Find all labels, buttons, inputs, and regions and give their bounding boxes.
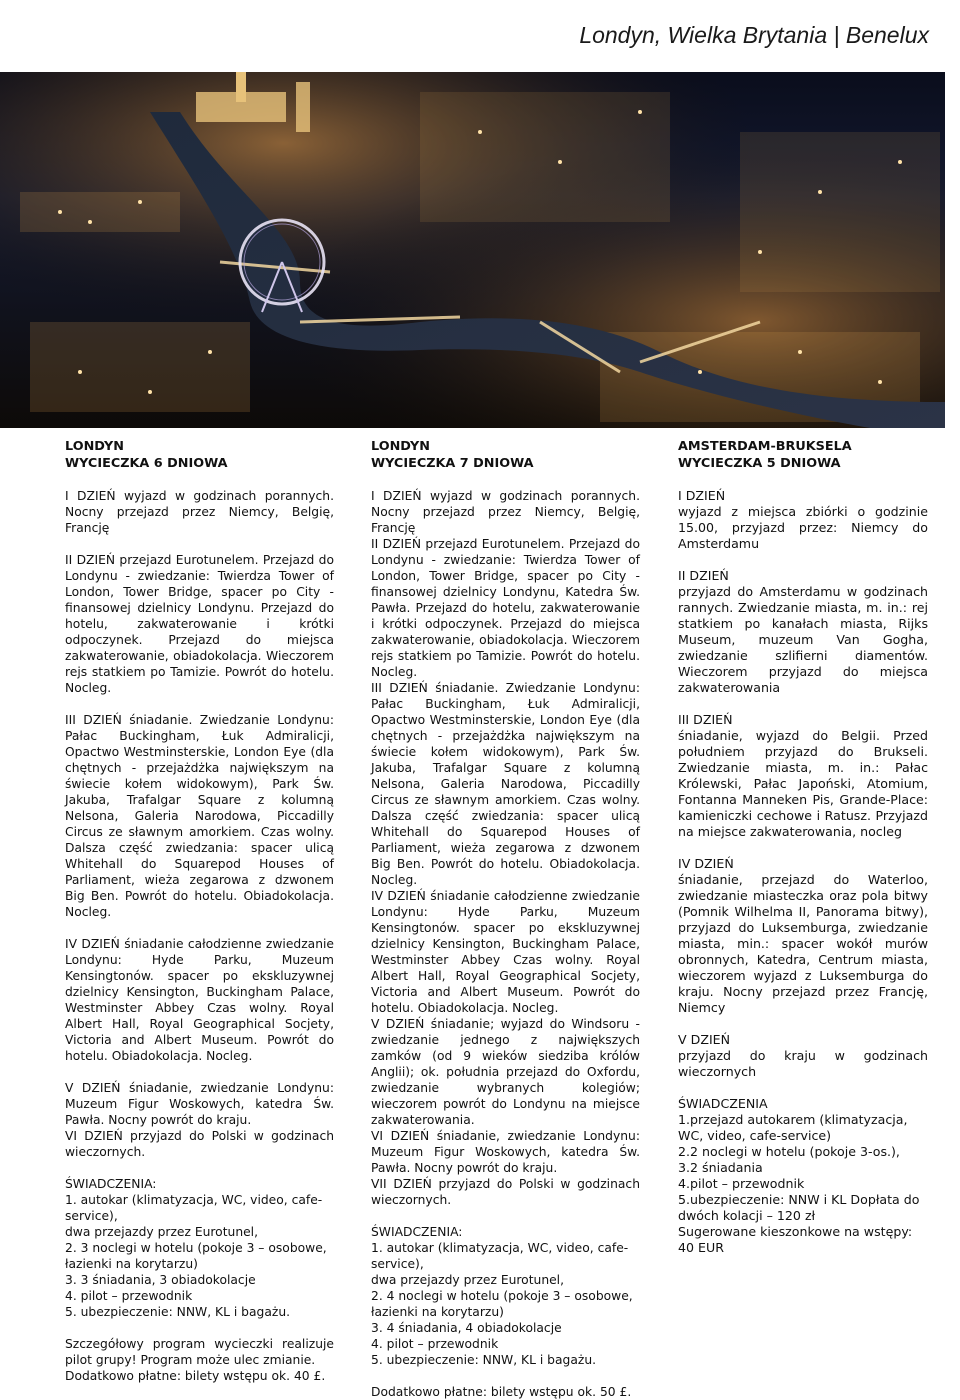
benefits-title: ŚWIADCZENIA: [65,1177,157,1191]
london-night-photo [0,72,945,428]
day-3-text: śniadanie, wyjazd do Belgii. Przed południem przyjazd do Brukseli. Zwiedzanie miasta, m. in.: Pałac Królewski, Pałac Japoński, Atomium, Fontanna Manneken Pis, Grande-Place: kamieniczki cechowe i Ratusz. Przyjazd na miejsce zakwaterowania, nocleg [678,728,928,839]
day-2-text: II DZIEŃ przejazd Eurotunelem. Przejazd do Londynu - zwiedzanie: Twierdza Tower of London, Tower Bridge, spacer po City - finansowej dzielnicy Londynu. Przejazd do hotelu, zakwaterowanie i krótki odpoczynek. Przejazd do miejsca zakwaterowanie, obiadokolacja. Wieczorem rejs statkiem po Tamizie. Powrót do hotelu. Nocleg. [65,553,334,695]
day-4-text: IV DZIEŃ śniadanie całodzienne zwiedzanie Londynu: Hyde Parku, Muzeum Kensingtonów. spacer po ekskluzywnej dzielnicy Kensington, Buckingham Palace, Westminster Abbey Czas wolny. Royal Albert Hall, Royal Geographical Socjety, Victoria and Albert Museum. Powrót do hotelu. Obiadokolacja. Nocleg. [65,937,334,1063]
day-1-text: I DZIEŃ wyjazd w godzinach porannych. Nocny przejazd przez Niemcy, Belgię, Francję [65,489,334,535]
program-note: Szczegółowy program wycieczki realizuje pilot grupy! Program może ulec zmianie. Dodatkowo płatne: bilety wstępu ok. 40 £. [65,1337,334,1383]
benefits-title: ŚWIADCZENIA [678,1096,768,1111]
day-3-text: III DZIEŃ śniadanie. Zwiedzanie Londynu: Pałac Buckingham, Łuk Admiralicji, Opactwo Westminsterskie, London Eye (dla chętnych - przejażdżka największym na świecie kołem widokowym), Park Św. Jakuba, Trafalgar Square z kolumną Nelsona, Galeria Narodowa, Piccadilly Circus ze sławnym amorkiem. Czas wolny. Dalsza część zwiedzania: spacer ulicą Whitehall do Squarepod Houses of Parliament, wieża zegarowa z dzwonem Big Ben. Powrót do hotelu. Obiadokolacja. Nocleg. [65,713,334,919]
day-4-title: IV DZIEŃ [678,856,734,871]
benefits-title: ŚWIADCZENIA: [371,1225,463,1239]
benefits-list: 1. autokar (klimatyzacja, WC, video, cafe-service), dwa przejazdy przez Eurotunel, 2. 4 noclegi w hotelu (pokoje 3 – osobowe, łazienki na korytarzu) 3. 4 śniadania, 4 obiadokolacje 4. pilot – przewodnik 5. ubezpieczenie: NNW, KL i bagażu. [371,1241,633,1367]
column-amsterdam-brussels-5-days [678,438,928,1256]
day-5-text: V DZIEŃ śniadanie, zwiedzanie Londynu: Muzeum Figur Woskowych, katedra Św. Pawła. Nocny powrót do kraju. VI DZIEŃ przyjazd do Polski w godzinach wieczornych. [65,1081,334,1159]
page-title: Londyn, Wielka Brytania | Benelux [579,22,929,48]
benefits-list: 1.przejazd autokarem (klimatyzacja, WC, video, cafe-service) 2.2 noclegi w hotelu (pokoje 3-os.), 3.2 śniadania 4.pilot – przewodnik 5.ubezpieczenie: NNW i KL Dopłata do dwóch kolacji – 120 zł Sugerowane kieszonkowe na wstępy: 40 EUR [678,1112,920,1255]
day-2-text: przyjazd do Amsterdamu w godzinach rannych. Zwiedzanie miasta, m. in.: rej statkiem po kanałach miasta, Rijks Museum, muzeum Van Gogha, zwiedzanie szlifierni diamentów. Wieczorem przyjazd do miejsca zakwaterowania [678,584,928,695]
london-night-aerial-photo [0,72,945,428]
day-1-title: I DZIEŃ [678,488,726,503]
day-1-text: wyjazd z miejsca zbiórki o godzinie 15.00, przyjazd przez: Niemcy do Amsterdamu [678,504,928,551]
column-london-6-days [65,438,334,1384]
day-5-title: V DZIEŃ [678,1032,731,1047]
column-heading: LONDYN WYCIECZKA 7 DNIOWA [371,439,534,471]
benefits-list: 1. autokar (klimatyzacja, WC, video, cafe-service), dwa przejazdy przez Eurotunel, 2. 3 noclegi w hotelu (pokoje 3 – osobowe, łazienki na korytarzu) 3. 3 śniadania, 3 obiadokolacje 4. pilot – przewodnik 5. ubezpieczenie: NNW, KL i bagażu. [65,1193,327,1319]
day-4-text: śniadanie, przejazd do Waterloo, zwiedzanie miasteczka oraz pola bitwy (Pomnik Wilhelma II, Panorama bitwy), przyjazd do Luksemburga, zwiedzanie miasta, min.: spacer wokół murów obronnych, Katedra, Centrum miasta, wieczorem wyjazd z Luksemburga do kraju. Nocny przejazd przez Francję, Niemcy [678,872,928,1015]
extra-costs-note: Dodatkowo płatne: bilety wstępu ok. 50 £. [371,1385,632,1399]
column-heading: LONDYN WYCIECZKA 6 DNIOWA [65,439,228,471]
day-3-title: III DZIEŃ [678,712,733,727]
day-2-title: II DZIEŃ [678,568,729,583]
column-heading: AMSTERDAM-BRUKSELA WYCIECZKA 5 DNIOWA [678,439,852,471]
day-5-text: przyjazd do kraju w godzinach wieczornych [678,1048,928,1079]
column-london-7-days [371,438,640,1400]
days-text: I DZIEŃ wyjazd w godzinach porannych. Nocny przejazd przez Niemcy, Belgię, Francję II DZIEŃ przejazd Eurotunelem. Przejazd do Londynu - zwiedzanie: Twierdza Tower of London, Tower Bridge, spacer po City - finansowej dzielnicy Londynu, Katedra Św. Pawła. Przejazd do hotelu, zakwaterowanie i krótki odpoczynek. Przejazd do miejsca zakwaterowanie, obiadokolacja. Wieczorem rejs statkiem po Tamizie. Powrót do hotelu. Nocleg. III DZIEŃ śniadanie. Zwiedzanie Londynu: Pałac Buckingham, Łuk Admiralicji, Opactwo Westminsterskie, London Eye (dla chętnych - przejażdżka największym na świecie kołem widokowym), Park Św. Jakuba, Trafalgar Square z kolumną Nelsona, Galeria Narodowa, Piccadilly Circus ze sławnym amorkiem. Czas wolny. Dalsza część zwiedzania: spacer ulicą Whitehall do Squarepod Houses of Parliament, wieża zegarowa z dzwonem Big Ben. Powrót do hotelu. Obiadokolacja. Nocleg. IV DZIEŃ śniadanie całodzienne zwiedzanie Londynu: Hyde Parku, Muzeum Kensingtonów. spacer po ekskluzywnej dzielnicy Kensington, Buckingham Palace, Westminster Abbey Czas wolny. Royal Albert Hall, Royal Geographical Socjety, Victoria and Albert Museum. Powrót do hotelu. Obiadokolacja. Nocleg. V DZIEŃ śniadanie; wyjazd do Windsoru - zwiedzanie jednego z największych zamków (od 9 wieków siedziba królów Anglii); ok. południa przejazd do Oxfordu, zwiedzanie wybranych kolegiów; wieczorem powrót do Londynu na miejsce zakwaterowania. VI DZIEŃ śniadanie, zwiedzanie Londynu: Muzeum Figur Woskowych, katedra Św. Pawła. Nocny powrót do kraju. VII DZIEŃ przyjazd do Polski w godzinach wieczornych. [371,489,640,1207]
